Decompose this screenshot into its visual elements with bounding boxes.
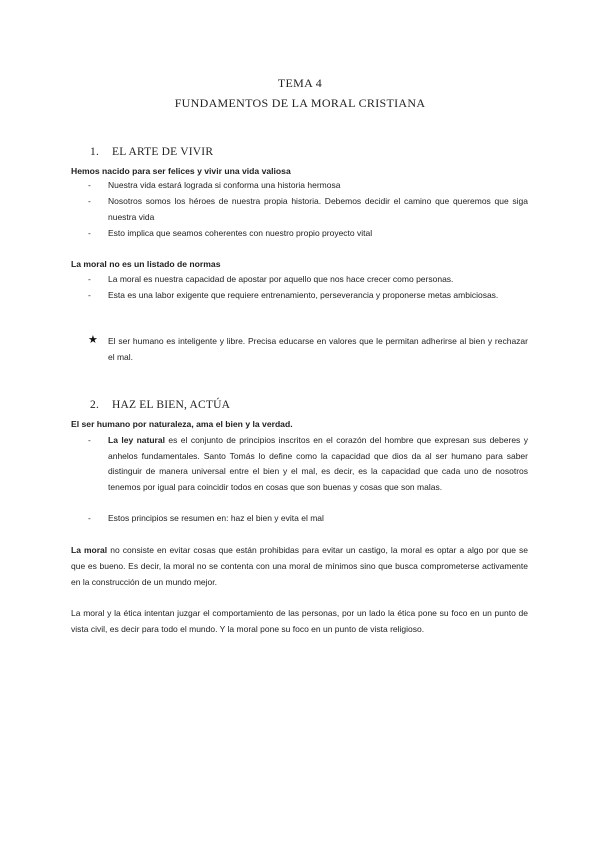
section-2-heading <box>90 399 230 411</box>
section-1-number: 1. <box>90 146 100 158</box>
list-item: - Nuestra vida estará lograda si conforma una historia hermosa <box>88 178 528 194</box>
dash-bullet-icon: - <box>88 180 91 190</box>
star-note: ★ El ser humano es inteligente y libre. Precisa educarse en valores que le permitan adherirse al bien y rechazar el mal. <box>88 334 528 362</box>
list-item: - Esta es una labor exigente que requiere entrenamiento, perseverancia y proponerse metas ambiciosas. <box>88 288 528 304</box>
paragraph-moral: La moral no consiste en evitar cosas que están prohibidas para evitar un castigo, la moral es optar a algo por que se que es bueno. Es decir, la moral no se contenta con una moral de mínimos sino que busca comprometerse activamente en la construcción de un mundo mejor. <box>71 545 528 587</box>
dash-bullet-icon: - <box>88 196 91 206</box>
dash-bullet-icon: - <box>88 290 91 300</box>
list-item: - Estos principios se resumen en: haz el bien y evita el mal <box>88 511 528 527</box>
list-item: - Esto implica que seamos coherentes con nuestro propio proyecto vital <box>88 226 528 242</box>
section-2-subheading: El ser humano por naturaleza, ama el bien y la verdad. <box>71 419 293 429</box>
list-item: - La ley natural es el conjunto de principios inscritos en el corazón del hombre que expresan sus deberes y anhelos fundamentales. Santo Tomás lo define como la capacidad que dios da al ser humano para saber distinguir de manera universal entre el bien y el mal, es decir, es la capacidad que cada uno de nosotros tenemos por igual para coincidir todos en cosas que son buenas y cosas que son malas. <box>88 435 528 492</box>
section-2-number: 2. <box>90 399 100 411</box>
dash-bullet-icon: - <box>88 435 91 445</box>
star-icon: ★ <box>88 334 98 346</box>
paragraph-moral-etica: La moral y la ética intentan juzgar el comportamiento de las personas, por un lado la ética pone su foco en un punto de vista civil, es decir para todo el mundo. Y la moral pone su foco en un punto de vista religioso. <box>71 608 528 634</box>
page-title: TEMA 4 <box>277 76 323 90</box>
dash-bullet-icon: - <box>88 228 91 238</box>
section-1-title: EL ARTE DE VIVIR <box>112 146 214 158</box>
page-subtitle: FUNDAMENTOS DE LA MORAL CRISTIANA <box>174 96 426 110</box>
dash-bullet-icon: - <box>88 513 91 523</box>
section-1-subheading-1: Hemos nacido para ser felices y vivir una vida valiosa <box>71 166 291 176</box>
dash-bullet-icon: - <box>88 274 91 284</box>
section-2-title: HAZ EL BIEN, ACTÚA <box>112 399 231 411</box>
list-item: - La moral es nuestra capacidad de apostar por aquello que nos hace crecer como personas. <box>88 272 528 288</box>
term-ley-natural: La ley natural <box>108 435 165 445</box>
section-1-heading <box>90 146 213 158</box>
list-item: - Nosotros somos los héroes de nuestra propia historia. Debemos decidir el camino que queremos que siga nuestra vida <box>88 196 528 222</box>
section-1-subheading-2: La moral no es un listado de normas <box>71 259 221 269</box>
term-la-moral: La moral <box>71 545 108 555</box>
